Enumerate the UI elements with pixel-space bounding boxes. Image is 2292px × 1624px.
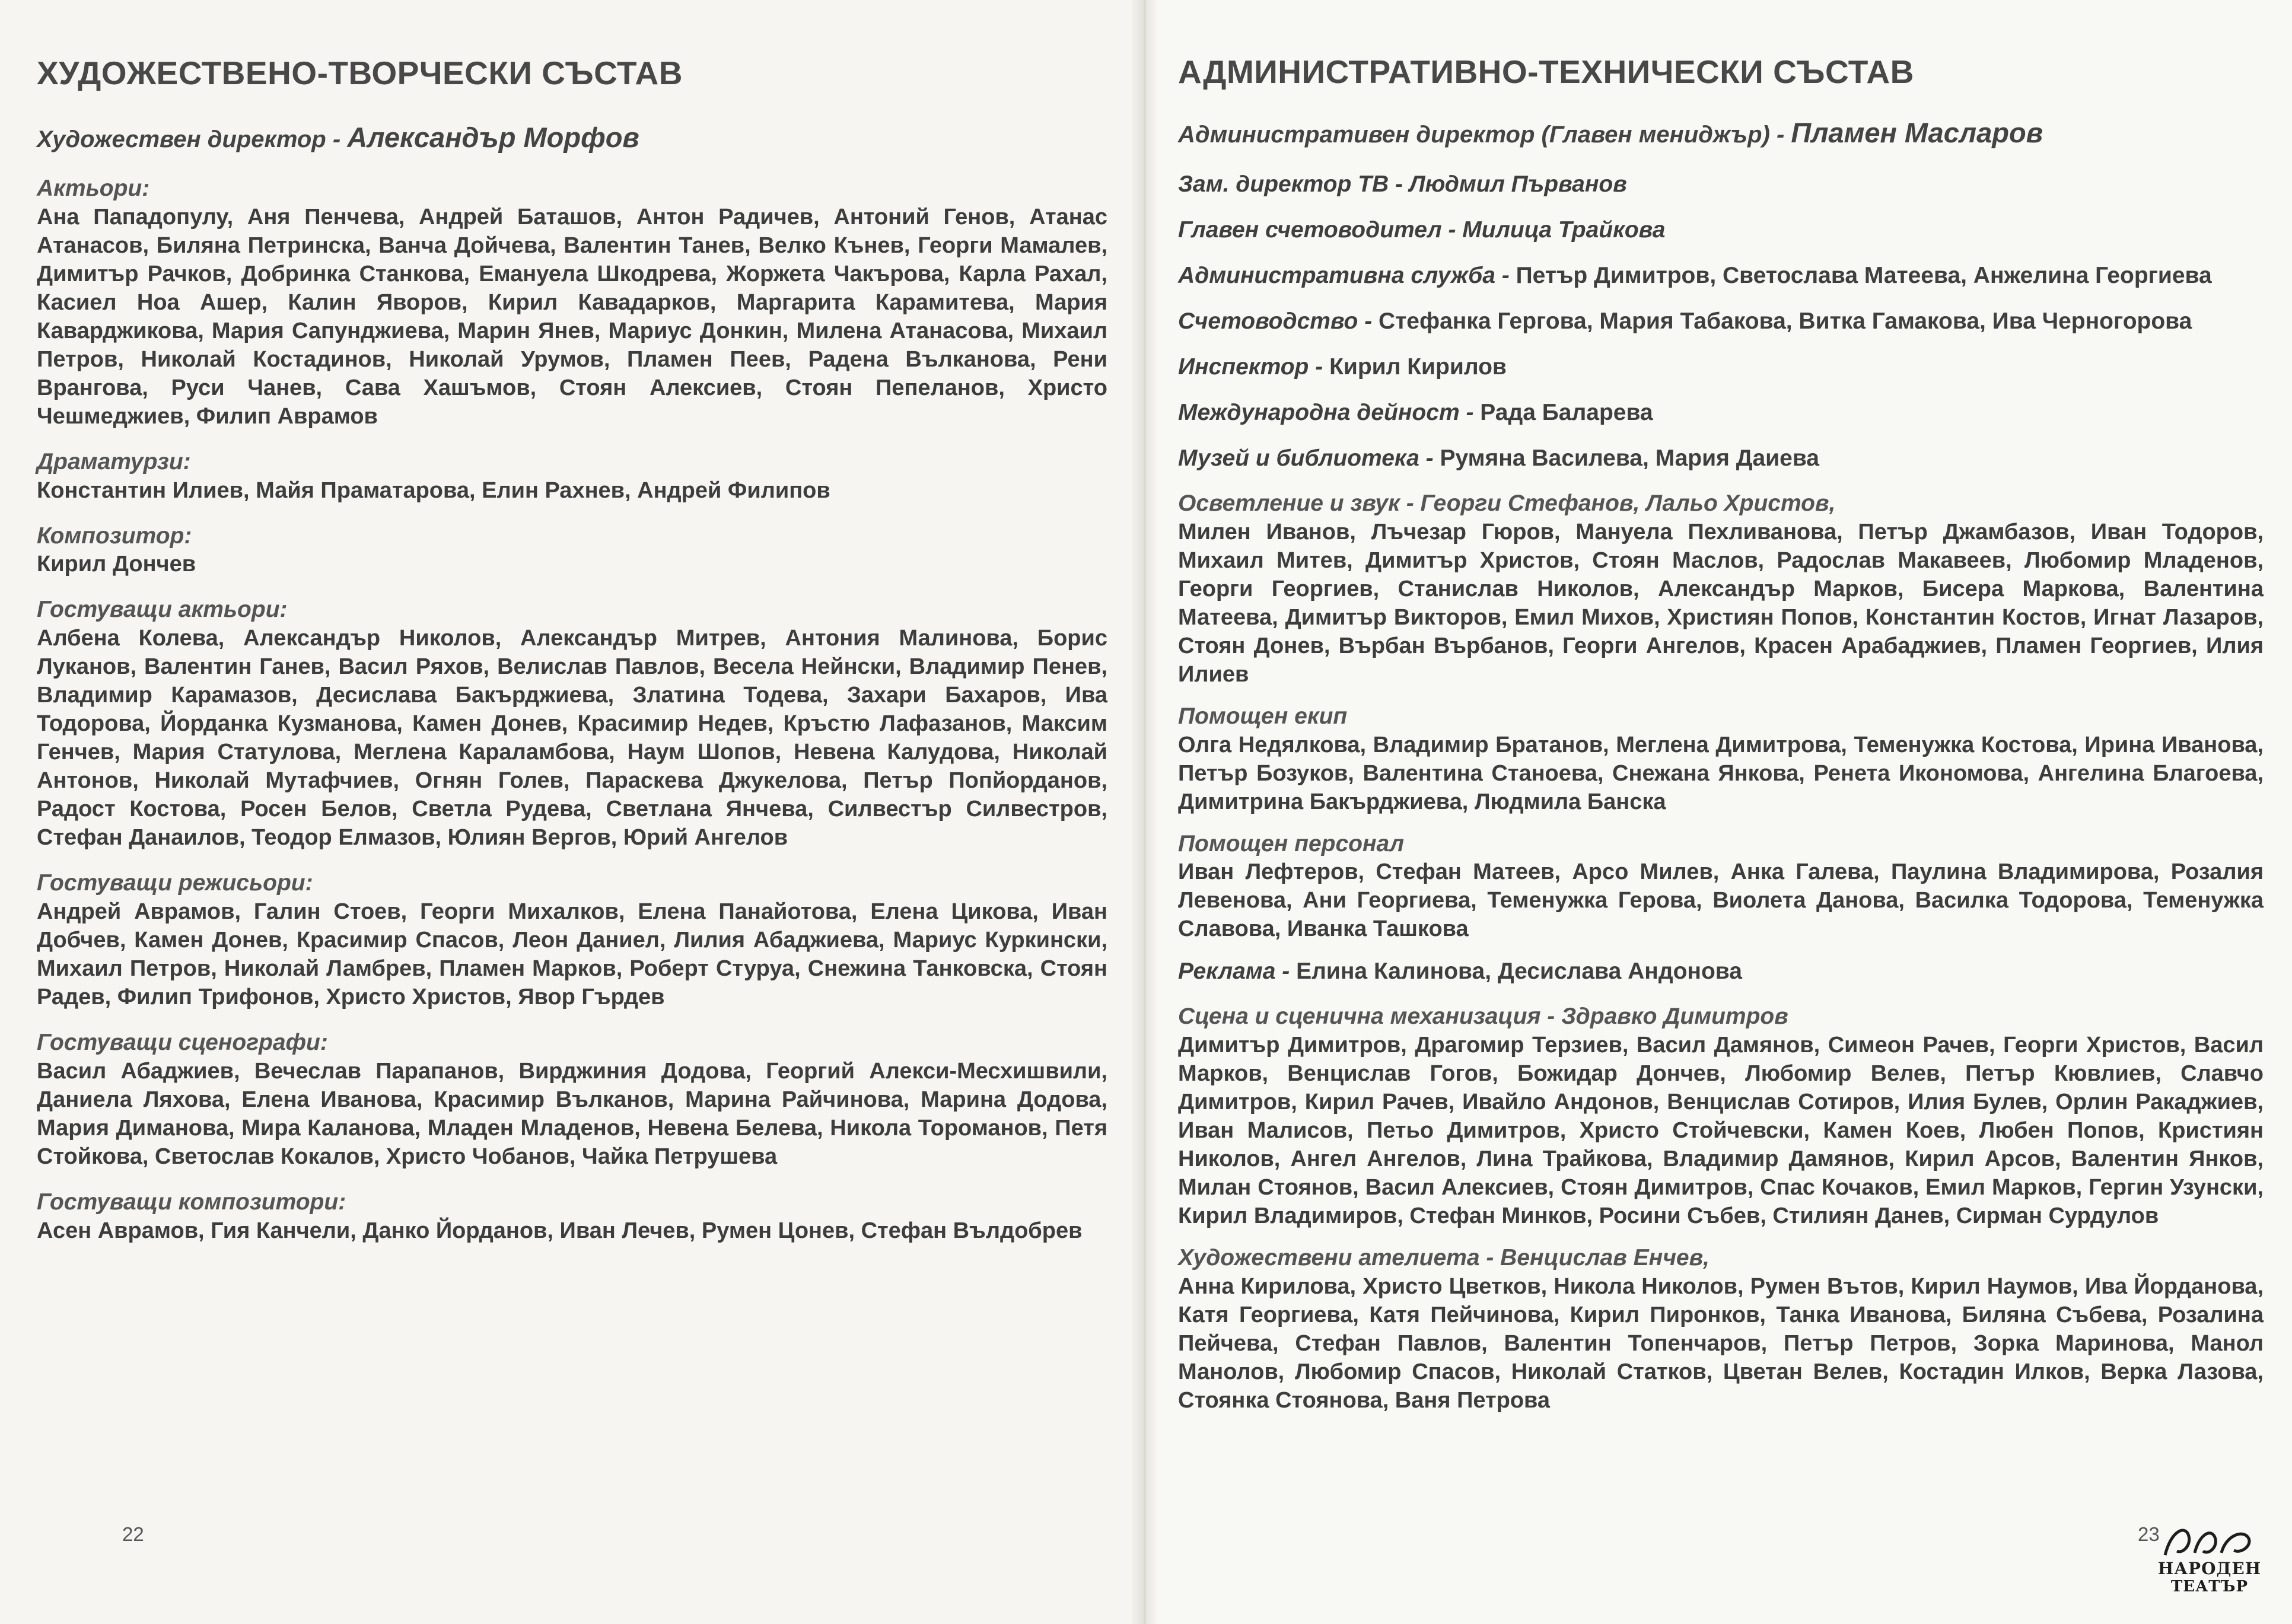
section-names: Асен Аврамов, Гия Канчели, Данко Йорданов, Иван Лечев, Румен Цонев, Стефан Вълдобрев [37,1218,1083,1243]
logo-text-line2: ТЕАТЪР [2170,1578,2249,1596]
role-label: Международна дейност - [1178,400,1474,425]
role-value: Румяна Василева, Мария Даиева [1440,445,1819,471]
page-title-left: ХУДОЖЕСТВЕНО-ТВОРЧЕСКИ СЪСТАВ [37,55,683,91]
left-page [0,0,1144,1624]
section-title: Гостуващи режисьори: [37,870,313,896]
artistic-director-line [37,121,1107,154]
section-names: Иван Лефтеров, Стефан Матеев, Арсо Милев, Анка Галева, Паулина Владимирова, Розалия Левенова, Ани Георгиева, Теменужка Герова, Виолета Данова, Василка Тодорова, Теменужка Славова, Иванка Ташкова [1178,859,2264,942]
role-label: Инспектор - [1178,354,1323,380]
section-title: Композитор: [37,523,192,549]
role-value: Елина Калинова, Десислава Андонова [1296,959,1742,985]
accounting-line [1178,307,2264,336]
director-role-label: Административен директор (Главен мениджър) - [1178,122,1785,148]
role-value: Стефанка Гергова, Мария Табакова, Витка Гамакова, Ива Черногорова [1379,308,2192,334]
section-title: Гостуващи композитори: [37,1189,346,1215]
section-guest-composers [37,1189,1107,1245]
deputy-director-line [1178,170,2264,199]
national-theatre-logo [2153,1518,2266,1607]
section-art-workshops [1178,1244,2264,1415]
page-title-right: АДМИНИСТРАТИВНО-ТЕХНИЧЕСКИ СЪСТАВ [1178,53,1914,90]
section-names: Албена Колева, Александър Николов, Александър Митрев, Антония Малинова, Борис Луканов, Валентин Ганев, Васил Ряхов, Велислав Павлов, Весела Нейнски, Владимир Пенев, Владимир Карамазов, Десислава Бакърджиева, Златина Тодева, Захари Бахаров, Ива Тодорова, Йорданка Кузманова, Камен Донев, Красимир Недев, Кръстю Лафазанов, Максим Генчев, Мария Статулова, Меглена Караламбова, Наум Шопов, Невена Калудова, Николай Антонов, Николай Мутафчиев, Огнян Голев, Параскева Джукелова, Петър Попйорданов, Радост Костова, Росен Белов, Светла Рудева, Светлана Янчева, Силвестър Силвестров, Стефан Данаилов, Теодор Елмазов, Юлиян Вергов, Юрий Ангелов [37,626,1107,851]
admin-service-line [1178,262,2264,290]
page-number-right: 23 [2138,1523,2160,1545]
role-label: Главен счетоводител - [1178,217,1456,243]
section-support-staff [1178,830,2264,944]
section-title: Драматурзи: [37,448,191,475]
section-title: Художествени ателиета - Венцислав Енчев, [1178,1245,1710,1271]
role-value: Петър Димитров, Светослава Матеева, Анжелина Георгиева [1516,263,2212,288]
role-label: Счетоводство - [1178,308,1373,334]
section-guest-set-designers [37,1029,1107,1171]
museum-library-line [1178,444,2264,473]
section-composer [37,523,1107,579]
section-names: Ана Пападопулу, Аня Пенчева, Андрей Баташов, Антон Радичев, Антоний Генов, Атанас Атанасов, Биляна Петринска, Ванча Дойчева, Валентин Танев, Велко Кънев, Георги Мамалев, Димитър Рачков, Добринка Станкова, Емануела Шкодрева, Жоржета Чакърова, Карла Рахал, Касиел Ноа Ашер, Калин Яворов, Кирил Кавадарков, Маргарита Карамитева, Мария Каварджикова, Мария Сапунджиева, Марин Янев, Мариус Донкин, Милена Атанасова, Михаил Петров, Николай Костадинов, Николай Урумов, Пламен Пеев, Радена Вълканова, Рени Врангова, Руси Чанев, Сава Хашъмов, Стоян Алексиев, Стоян Пепеланов, Христо Чешмеджиев, Филип Аврамов [37,204,1107,429]
section-names: Андрей Аврамов, Галин Стоев, Георги Михалков, Елена Панайотова, Елена Цикова, Иван Добчев, Камен Донев, Красимир Спасов, Леон Даниел, Лилия Абаджиева, Мариус Куркински, Михаил Петров, Николай Ламбрев, Пламен Марков, Роберт Стуруа, Снежина Танковска, Стоян Радев, Филип Трифонов, Христо Христов, Явор Гърдев [37,899,1107,1010]
book-gutter [1132,0,1157,1624]
right-page [1144,0,2292,1624]
admin-director-line [1178,116,2264,149]
section-names: Анна Кирилова, Христо Цветков, Никола Николов, Румен Вътов, Кирил Наумов, Ива Йорданова, Катя Георгиева, Катя Пейчинова, Кирил Пиронков, Танка Иванова, Биляна Събева, Розалина Пейчева, Стефан Павлов, Валентин Топенчаров, Петър Петров, Зорка Маринова, Манол Манолов, Любомир Спасов, Николай Статков, Цветан Велев, Костадин Илков, Верка Лазова, Стоянка Стоянова, Ваня Петрова [1178,1273,2264,1413]
section-names: Кирил Дончев [37,552,196,577]
chief-accountant-line [1178,216,2264,244]
inspector-line [1178,353,2264,381]
section-guest-directors [37,870,1107,1011]
section-stage-mechanics [1178,1003,2264,1230]
section-title: Гостуващи актьори: [37,597,288,623]
section-light-sound [1178,490,2264,689]
section-names: Димитър Димитров, Драгомир Терзиев, Васил Дамянов, Симеон Рачев, Георги Христов, Васил Марков, Венцислав Гогов, Божидар Дончев, Любомир Велев, Петър Кювлиев, Славчо Димитров, Кирил Рачев, Ивайло Андонов, Венцислав Сотиров, Илия Булев, Орлин Ракаджиев, Иван Малисов, Петьо Димитров, Христо Стойчевски, Камен Коев, Любен Попов, Кристиян Николов, Ангел Ангелов, Лина Трайкова, Владимир Дамянов, Кирил Арсов, Валентин Янков, Милан Стоянов, Васил Алексиев, Стоян Димитров, Спас Кочаков, Емил Марков, Гергин Узунски, Кирил Владимиров, Стефан Минков, Росини Събев, Стилиян Данев, Сирман Сурдулов [1178,1033,2264,1229]
section-names: Милен Иванов, Лъчезар Гюров, Мануела Пехливанова, Петър Джамбазов, Иван Тодоров, Михаил Митев, Димитър Христов, Стоян Маслов, Радослав Макавеев, Любомир Младенов, Георги Георгиев, Станислав Николов, Александър Марков, Бисера Маркова, Валентина Матеева, Димитър Викторов, Емил Михов, Християн Попов, Константин Костов, Игнат Лазаров, Стоян Донев, Върбан Върбанов, Георги Ангелов, Красен Арабаджиев, Пламен Георгиев, Илия Илиев [1178,519,2264,687]
role-label: Административна служба - [1178,263,1510,288]
section-title: Помощен персонал [1178,830,1404,856]
section-title: Осветление и звук - Георги Стефанов, Лальо Христов, [1178,491,1836,516]
role-value: Рада Баларева [1480,400,1653,425]
section-names: Васил Абаджиев, Вечеслав Парапанов, Вирджиния Додова, Георгий Алекси-Месхишвили, Даниела Ляхова, Елена Иванова, Красимир Вълканов, Марина Райчинова, Марина Додова, Мария Диманова, Мира Каланова, Младен Младенов, Невена Белева, Никола Тороманов, Петя Стойкова, Светослав Кокалов, Христо Чобанов, Чайка Петрушева [37,1058,1107,1169]
international-line [1178,399,2264,427]
director-name: Пламен Масларов [1791,117,2043,148]
role-value: Людмил Първанов [1409,171,1627,197]
section-dramaturgs [37,448,1107,505]
section-names: Константин Илиев, Майя Праматарова, Елин Рахнев, Андрей Филипов [37,477,830,503]
section-title: Актьори: [37,176,150,201]
role-label: Музей и библиотека - [1178,445,1434,471]
role-value: Кирил Кирилов [1329,354,1507,380]
section-names: Олга Недялкова, Владимир Братанов, Меглена Димитрова, Теменужка Костова, Ирина Иванова, Петър Бозуков, Валентина Станоева, Снежана Янкова, Ренета Икономова, Ангелина Благоева, Димитрина Бакърджиева, Людмила Банска [1178,732,2264,814]
logo-text-line1: НАРОДЕН [2157,1559,2262,1578]
role-label: Зам. директор ТВ - [1178,171,1403,197]
section-guest-actors [37,596,1107,852]
section-title: Сцена и сценична механизация - Здравко Димитров [1178,1004,1788,1030]
director-name: Александър Морфов [347,122,639,153]
section-actors [37,175,1107,431]
advertising-line [1178,957,2264,986]
director-role-label: Художествен директор - [37,126,341,152]
role-label: Реклама - [1178,959,1290,985]
page-number-left: 22 [122,1523,144,1545]
role-value: Милица Трайкова [1462,217,1666,243]
section-support-team [1178,703,2264,816]
section-title: Помощен екип [1178,703,1348,729]
section-title: Гостуващи сценографи: [37,1029,328,1055]
